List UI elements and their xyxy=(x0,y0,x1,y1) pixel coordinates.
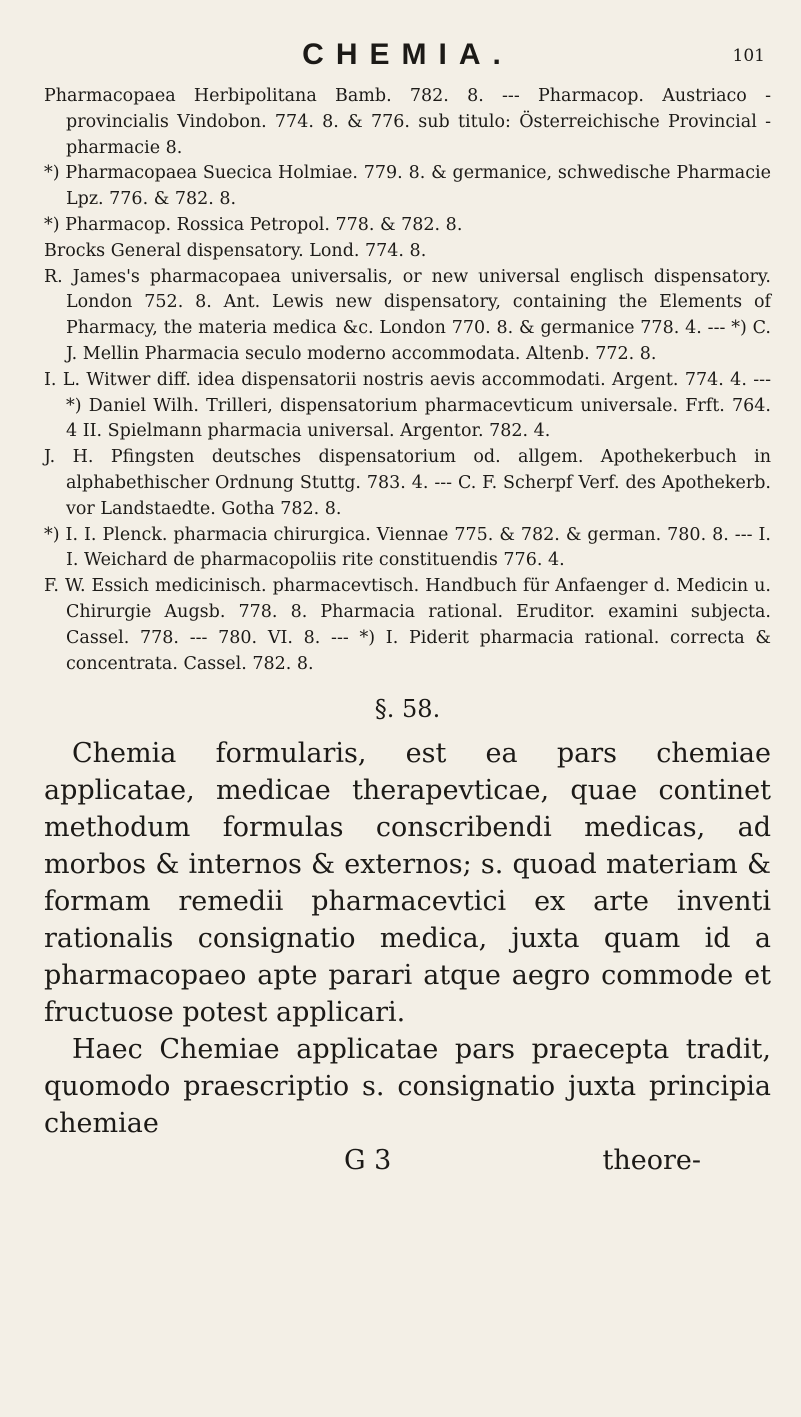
main-text xyxy=(44,735,771,1142)
section-heading: §. 58. xyxy=(374,695,441,724)
reference-entry: *) I. I. Plenck. pharmacia chirurgica. Viennae 775. & 782. & german. 780. 8. --- I. I. Weichard de pharmacopoliis rite constituendis 776. 4. xyxy=(44,524,771,571)
running-title: CHEMIA. xyxy=(302,38,513,71)
reference-entry: Brocks General dispensatory. Lond. 774. 8. xyxy=(44,240,427,261)
bibliography xyxy=(44,84,771,677)
reference-entry: R. James's pharmacopaea universalis, or new universal englisch dispensatory. London 752. 8. Ant. Lewis new dispensatory, containing the Elements of Pharmacy, the materia medica &c. London 770. 8. & germanice 778. 4. --- *) C. J. Mellin Pharmacia seculo moderno accommodata. Altenb. 772. 8. xyxy=(44,266,771,364)
reference-entry: F. W. Essich medicinisch. pharmacevtisch. Handbuch für Anfaenger d. Medicin u. Chirurgie Augsb. 778. 8. Pharmacia rational. Eruditor. examini subjecta. Cassel. 778. --- 780. VI. 8. --- *) I. Piderit pharmacia rational. correcta & concentrata. Cassel. 782. 8. xyxy=(44,576,771,674)
running-head xyxy=(44,22,771,71)
paragraph: Chemia formularis, est ea pars chemiae applicatae, medicae therapevticae, quae continet methodum formulas conscribendi medicas, ad morbos & internos & externos; s. quoad materiam & formam remedii pharmacevtici ex arte inventi rationalis consignatio medica, juxta quam id a pharmacopaeo apte parari atque aegro commode et fructuose potest applicari. xyxy=(44,738,771,1029)
reference-entry: *) Pharmacop. Rossica Petropol. 778. & 782. 8. xyxy=(44,214,463,235)
page-number: 101 xyxy=(732,46,765,66)
signature-mark: G 3 xyxy=(344,1145,392,1177)
reference-entry: Pharmacopaea Herbipolitana Bamb. 782. 8. --- Pharmacop. Austriaco - provincialis Vindobon. 774. 8. & 776. sub titulo: Österreichische Provincial - pharmacie 8. xyxy=(44,86,771,158)
reference-entry: I. L. Witwer diff. idea dispensatorii nostris aevis accommodati. Argent. 774. 4. --- *) Daniel Wilh. Trilleri, dispensatorium pharmacevticum universale. Frft. 764. 4 II. Spielmann pharmacia universal. Argentor. 782. 4. xyxy=(44,369,771,442)
paragraph: Haec Chemiae applicatae pars praecepta tradit, quomodo praescriptio s. consignatio juxta principia chemiae xyxy=(44,1034,771,1140)
catchword: theore- xyxy=(602,1145,701,1177)
reference-entry: J. H. Pfingsten deutsches dispensatorium od. allgem. Apothekerbuch in alphabethischer Ordnung Stuttg. 783. 4. --- C. F. Scherpf Verf. des Apothekerb. vor Landstaedte. Gotha 782. 8. xyxy=(44,447,771,519)
reference-entry: *) Pharmacopaea Suecica Holmiae. 779. 8. & germanice, schwedische Pharmacie Lpz. 776. & 782. 8. xyxy=(44,163,771,210)
page-footer xyxy=(44,1142,771,1179)
